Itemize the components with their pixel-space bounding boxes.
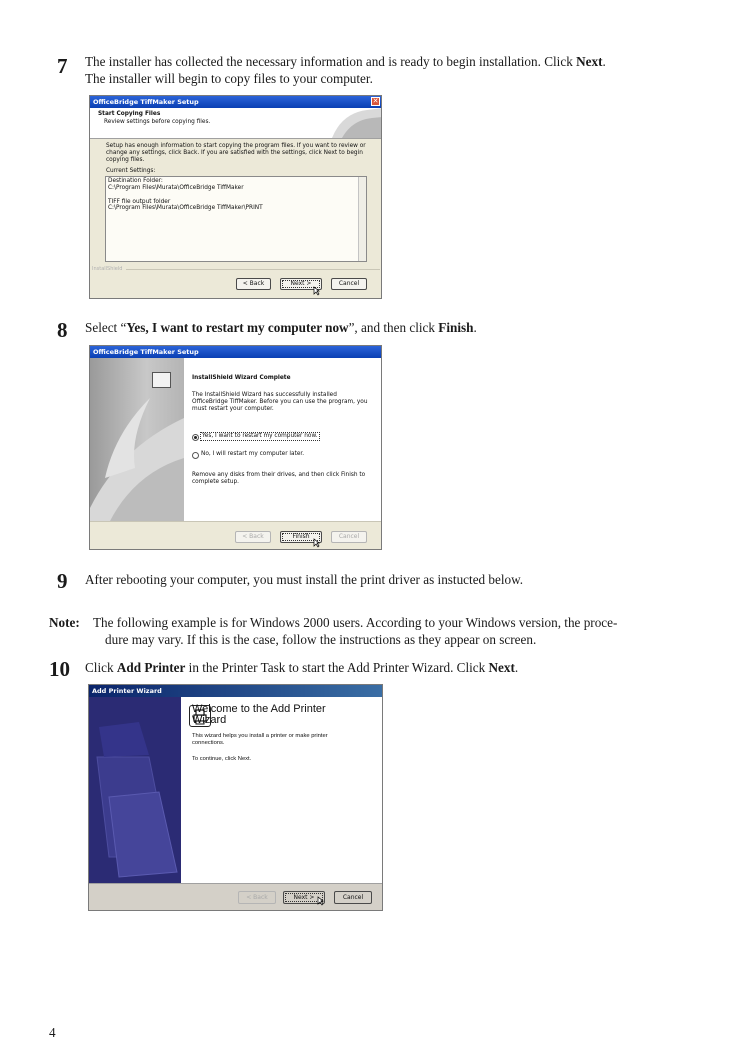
- divider: [90, 138, 382, 139]
- header-subtitle: Review settings before copying files.: [104, 119, 211, 125]
- step-number-8: 8: [57, 318, 68, 342]
- restart-yes-label: Yes, I want to restart my computer now.: [202, 433, 318, 439]
- cancel-button[interactable]: Cancel: [331, 531, 367, 543]
- dialog-titlebar: OfficeBridge TiffMaker Setup: [90, 346, 381, 358]
- dialog-body-text: Setup has enough information to start copying the program files. If you want to review or change any settings, click Back. If you are satisfied with the settings, click Next to begin copying files.: [106, 143, 366, 163]
- next-button[interactable]: Next >: [283, 891, 325, 904]
- dialog-footer: [89, 883, 383, 911]
- mouse-pointer-icon: [313, 286, 320, 296]
- mouse-pointer-icon: [313, 538, 320, 548]
- installshield-brand: InstallShield: [92, 266, 123, 272]
- scrollbar[interactable]: [358, 177, 366, 261]
- step-number-7: 7: [57, 54, 68, 78]
- step-8-text: Select “Yes, I want to restart my computer now”, and then click Finish.: [85, 320, 477, 335]
- setup-dialog-copy-files: [89, 95, 382, 299]
- footer-divider: [126, 269, 380, 270]
- mouse-pointer-icon: [317, 896, 324, 906]
- dialog-footer: [90, 521, 382, 550]
- cancel-button[interactable]: Cancel: [334, 891, 372, 904]
- complete-paragraph-2: Remove any disks from their drives, and then click Finish to complete setup.: [192, 472, 366, 485]
- setup-icon: [152, 372, 171, 388]
- dialog-titlebar: OfficeBridge TiffMaker Setup ✕: [90, 96, 381, 108]
- restart-no-label: No, I will restart my computer later.: [201, 451, 305, 457]
- wizard-side-graphic: [89, 697, 181, 883]
- settings-textbox[interactable]: [105, 176, 367, 262]
- complete-heading: InstallShield Wizard Complete: [192, 375, 291, 381]
- radio-selected[interactable]: [192, 434, 199, 441]
- dialog-titlebar: Add Printer Wizard: [89, 685, 382, 697]
- back-button[interactable]: < Back: [238, 891, 276, 904]
- next-button[interactable]: Next >: [280, 278, 322, 290]
- installshield-graphic-icon: [322, 108, 382, 138]
- close-icon[interactable]: ✕: [372, 97, 379, 105]
- back-button[interactable]: < Back: [235, 531, 271, 543]
- wizard-description: This wizard helps you install a printer or make printer connections.: [192, 733, 328, 746]
- step-7-text: The installer has collected the necessary information and is ready to begin installation. Click Next. The installer will begin to copy files to your computer.: [85, 54, 606, 86]
- cancel-button[interactable]: Cancel: [331, 278, 367, 290]
- add-printer-wizard-dialog: [88, 684, 383, 911]
- back-button[interactable]: < Back: [236, 278, 271, 290]
- note-text: The following example is for Windows 2000 users. According to your Windows version, the proce- dure may vary. If this is the case, follow the instructions as they appear on screen.: [93, 615, 618, 647]
- header-title: Start Copying Files: [98, 111, 161, 117]
- setup-dialog-complete: [89, 345, 382, 550]
- step-number-9: 9: [57, 569, 68, 593]
- settings-label: Current Settings:: [106, 168, 156, 174]
- settings-list: Destination Folder: C:\Program Files\Murata\OfficeBridge TiffMaker TIFF file output folder C:\Program Files\Murata\OfficeBridge TiffMaker\PRINT: [108, 178, 263, 212]
- finish-button[interactable]: Finish: [280, 531, 322, 543]
- complete-paragraph-1: The InstallShield Wizard has successfully installed OfficeBridge TiffMaker. Before you can use the program, you must restart your computer.: [192, 392, 368, 412]
- step-10-text: Click Add Printer in the Printer Task to start the Add Printer Wizard. Click Next.: [85, 660, 519, 675]
- printer-graphic-icon: [89, 697, 181, 883]
- step-number-10: 10: [49, 657, 70, 681]
- wizard-continue-text: To continue, click Next.: [192, 756, 252, 762]
- radio-unselected[interactable]: [192, 452, 199, 459]
- wizard-welcome-heading: Welcome to the Add Printer Wizard: [192, 703, 326, 726]
- page-number: 4: [49, 1025, 56, 1040]
- dialog-header: [90, 108, 382, 138]
- note-label: Note:: [49, 615, 80, 630]
- wizard-side-graphic: [90, 358, 184, 521]
- step-9-text: After rebooting your computer, you must install the print driver as instucted below.: [85, 572, 524, 587]
